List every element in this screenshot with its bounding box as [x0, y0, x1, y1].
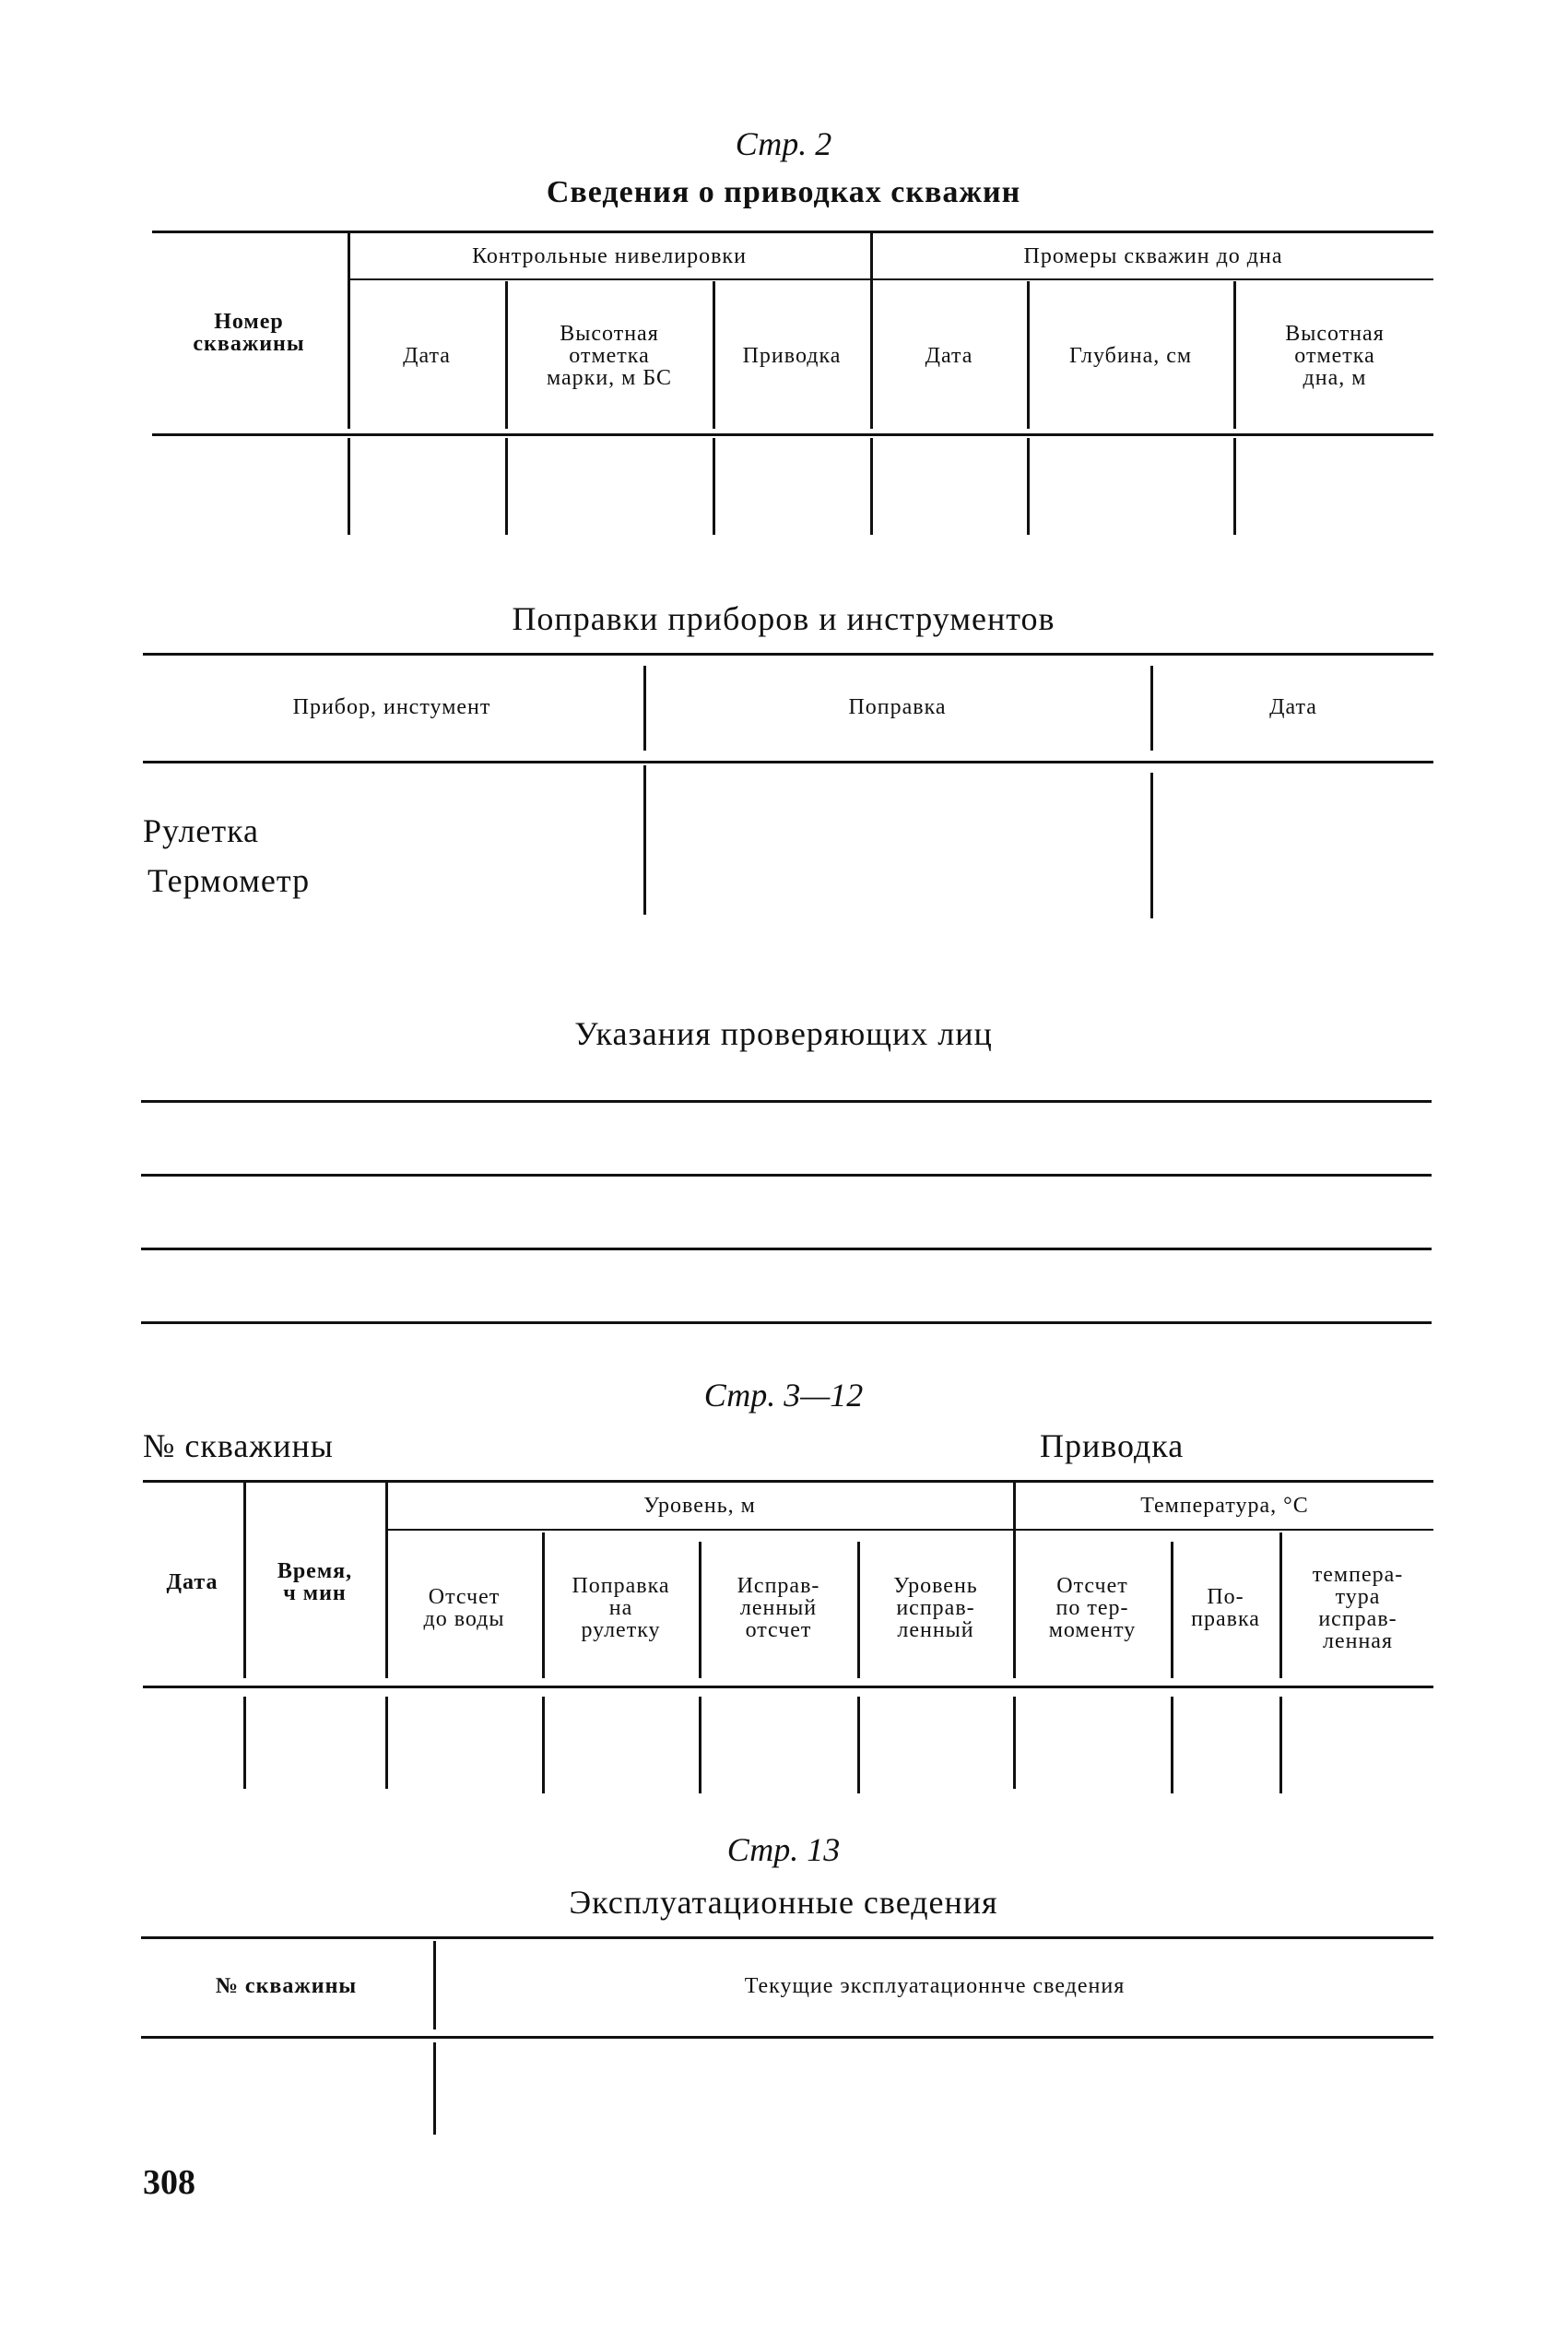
header-corrected-temperature: темпера- тура исправ- ленная [1312, 1563, 1404, 1653]
header-leveling-mark: Высотная отметка марки, м БС [547, 322, 672, 390]
header-correction: Поправка [848, 695, 947, 719]
label-well-number: № скважины [143, 1427, 334, 1464]
header-level-group: Уровень, м [643, 1494, 756, 1518]
section-title-well-corrections: Сведения о приводках скважин [546, 175, 1021, 209]
header-date: Дата [1269, 695, 1317, 719]
header-well-number: № скважины [215, 1974, 358, 1998]
header-temperature-group: Температура, °С [1140, 1494, 1309, 1518]
instrument-tape: Рулетка [143, 812, 260, 849]
header-well-number: Номер скважины [193, 310, 305, 356]
header-corrected-reading: Исправ- ленный отсчет [737, 1574, 820, 1642]
header-leveling-date: Дата [403, 344, 451, 368]
page-ref-2: Стр. 2 [735, 125, 832, 162]
header-thermometer-reading: Отсчет по тер- моменту [1048, 1574, 1137, 1642]
header-tape-correction: Поправка на рулетку [572, 1574, 670, 1642]
header-leveling-correction: Приводка [742, 344, 842, 368]
label-correction: Приводка [1040, 1427, 1185, 1464]
header-reading-to-water: Отсчет до воды [423, 1585, 505, 1631]
section-title-operational-info: Эксплуатационные сведения [569, 1884, 998, 1921]
page-ref-13: Стр. 13 [726, 1831, 841, 1868]
header-well-soundings: Промеры скважин до дна [1023, 244, 1283, 268]
header-sounding-depth: Глубина, см [1068, 344, 1193, 368]
instrument-thermometer: Термометр [147, 862, 311, 899]
header-corrected-level: Уровень исправ- ленный [893, 1574, 978, 1642]
header-instrument: Прибор, инстумент [292, 695, 491, 719]
header-sounding-date: Дата [925, 344, 973, 368]
header-temp-correction: По- правка [1191, 1585, 1260, 1631]
header-sounding-bottom-mark: Высотная отметка дна, м [1285, 322, 1385, 390]
header-time: Время, ч мин [277, 1559, 353, 1605]
header-current-operational-info: Текущие эксплуатационнче сведения [744, 1974, 1126, 1998]
page-ref-3-12: Стр. 3—12 [703, 1377, 864, 1414]
section-title-inspector-notes: Указания проверяющих лиц [574, 1015, 993, 1052]
section-title-instrument-corrections: Поправки приборов и инструментов [512, 600, 1055, 637]
page-number: 308 [143, 2163, 195, 2202]
header-control-leveling: Контрольные нивелировки [472, 244, 747, 268]
header-date: Дата [166, 1570, 218, 1594]
